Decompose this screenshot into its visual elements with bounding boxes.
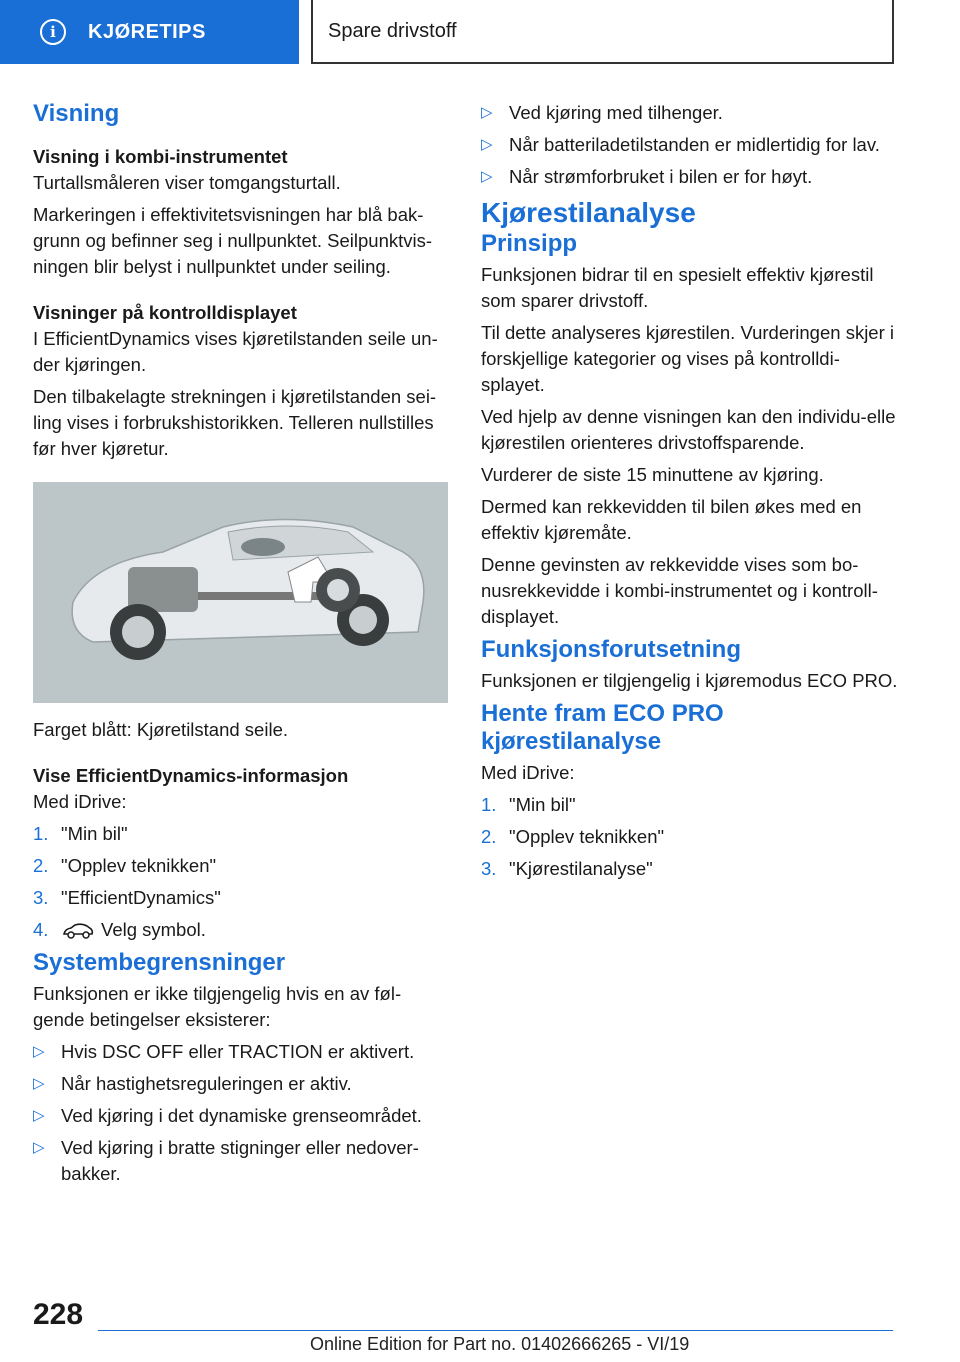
page-number: 228 bbox=[33, 1298, 84, 1331]
right-column bbox=[481, 100, 899, 888]
heading-kontrolldisplay: Visninger på kontrolldisplayet bbox=[33, 302, 297, 323]
paragraph: Vurderer de siste 15 minuttene av kjøring. bbox=[481, 464, 824, 485]
list-item: ▷ Ved kjøring i bratte stigninger eller nedover-bakker. bbox=[33, 1135, 448, 1187]
section-header bbox=[311, 0, 894, 64]
list-item: 2. "Opplev teknikken" bbox=[33, 855, 217, 876]
step-list bbox=[481, 792, 899, 882]
chapter-tab[interactable] bbox=[0, 0, 299, 64]
list-item: ▷ Ved kjøring i det dynamiske grenseområdet. bbox=[33, 1103, 448, 1129]
list-item: ▷ Når strømforbruket i bilen er for høyt. bbox=[481, 164, 899, 190]
heading-visning: Visning bbox=[33, 100, 120, 127]
heading-hente-fram: Hente fram ECO PRO kjørestilanalyse bbox=[481, 700, 724, 755]
bullet-list bbox=[481, 100, 899, 190]
triangle-bullet-icon: ▷ bbox=[33, 1075, 45, 1092]
heading-systembegrensninger: Systembegrensninger bbox=[33, 949, 286, 976]
paragraph: Den tilbakelagte strekningen i kjøretilstanden sei-ling vises i forbrukshistorikken. Telleren nullstilles før hver kjøretur. bbox=[33, 386, 437, 459]
paragraph: Funksjonen bidrar til en spesielt effektiv kjørestil som sparer drivstoff. bbox=[481, 264, 874, 311]
bullet-list bbox=[33, 1039, 448, 1187]
edition-footer: Online Edition for Part no. 01402666265 - VI/19 bbox=[310, 1334, 690, 1354]
triangle-bullet-icon: ▷ bbox=[33, 1043, 45, 1060]
info-icon: i bbox=[40, 19, 66, 45]
heading-vise-info: Vise EfficientDynamics-informasjon bbox=[33, 765, 349, 786]
paragraph: Denne gevinsten av rekkevidde vises som bo-nusrekkevidde i kombi-instrumentet og i kontroll-displayet. bbox=[481, 554, 878, 627]
list-item: 3. "Kjørestilanalyse" bbox=[481, 858, 653, 879]
paragraph: Funksjonen er tilgjengelig i kjøremodus ECO PRO. bbox=[481, 670, 898, 691]
section-title: Spare drivstoff bbox=[328, 19, 457, 42]
heading-prinsipp: Prinsipp bbox=[481, 230, 578, 257]
heading-funksjonsforutsetning: Funksjonsforutsetning bbox=[481, 636, 741, 663]
list-item: 1. "Min bil" bbox=[33, 823, 128, 844]
triangle-bullet-icon: ▷ bbox=[33, 1139, 45, 1156]
list-item: ▷ Når hastighetsreguleringen er aktiv. bbox=[33, 1071, 448, 1097]
paragraph: Til dette analyseres kjørestilen. Vurderingen skjer i forskjellige kategorier og vises på kontrolldi-splayet. bbox=[481, 322, 894, 395]
paragraph: Med iDrive: bbox=[33, 791, 127, 812]
triangle-bullet-icon: ▷ bbox=[481, 168, 493, 185]
heading-kjorestilanalyse: Kjørestilanalyse bbox=[481, 197, 696, 228]
list-item: 3. "EfficientDynamics" bbox=[33, 887, 221, 908]
list-item: 4. Velg symbol. bbox=[33, 919, 206, 940]
paragraph: Med iDrive: bbox=[481, 762, 575, 783]
step-list bbox=[33, 821, 448, 943]
list-item: 1. "Min bil" bbox=[481, 794, 576, 815]
car-symbol-icon bbox=[61, 922, 95, 940]
footer-divider bbox=[98, 1330, 893, 1331]
paragraph: Ved hjelp av denne visningen kan den individu-elle kjørestilen orienteres drivstoffsparende. bbox=[481, 406, 896, 453]
paragraph: Funksjonen er ikke tilgjengelig hvis en av føl-gende betingelser eksisterer: bbox=[33, 983, 402, 1030]
heading-kombi: Visning i kombi-instrumentet bbox=[33, 146, 288, 167]
list-item: ▷ Når batteriladetilstanden er midlertidig for lav. bbox=[481, 132, 899, 158]
left-column bbox=[33, 100, 448, 1193]
list-item: ▷ Ved kjøring med tilhenger. bbox=[481, 100, 899, 126]
list-item: ▷ Hvis DSC OFF eller TRACTION er aktivert. bbox=[33, 1039, 448, 1065]
triangle-bullet-icon: ▷ bbox=[481, 104, 493, 121]
car-illustration bbox=[33, 482, 448, 703]
figure-caption: Farget blått: Kjøretilstand seile. bbox=[33, 719, 288, 740]
paragraph: Dermed kan rekkevidden til bilen økes med en effektiv kjøremåte. bbox=[481, 496, 862, 543]
paragraph: Turtallsmåleren viser tomgangsturtall. bbox=[33, 172, 341, 193]
triangle-bullet-icon: ▷ bbox=[481, 136, 493, 153]
paragraph: I EfficientDynamics vises kjøretilstanden seile un-der kjøringen. bbox=[33, 328, 438, 375]
list-item: 2. "Opplev teknikken" bbox=[481, 826, 665, 847]
triangle-bullet-icon: ▷ bbox=[33, 1107, 45, 1124]
chapter-tab-label: KJØRETIPS bbox=[88, 20, 206, 43]
paragraph: Markeringen i effektivitetsvisningen har blå bak-grunn og befinner seg i nullpunktet. Seilpunktvis-ningen blir belyst i nullpunktet under seiling. bbox=[33, 204, 433, 277]
